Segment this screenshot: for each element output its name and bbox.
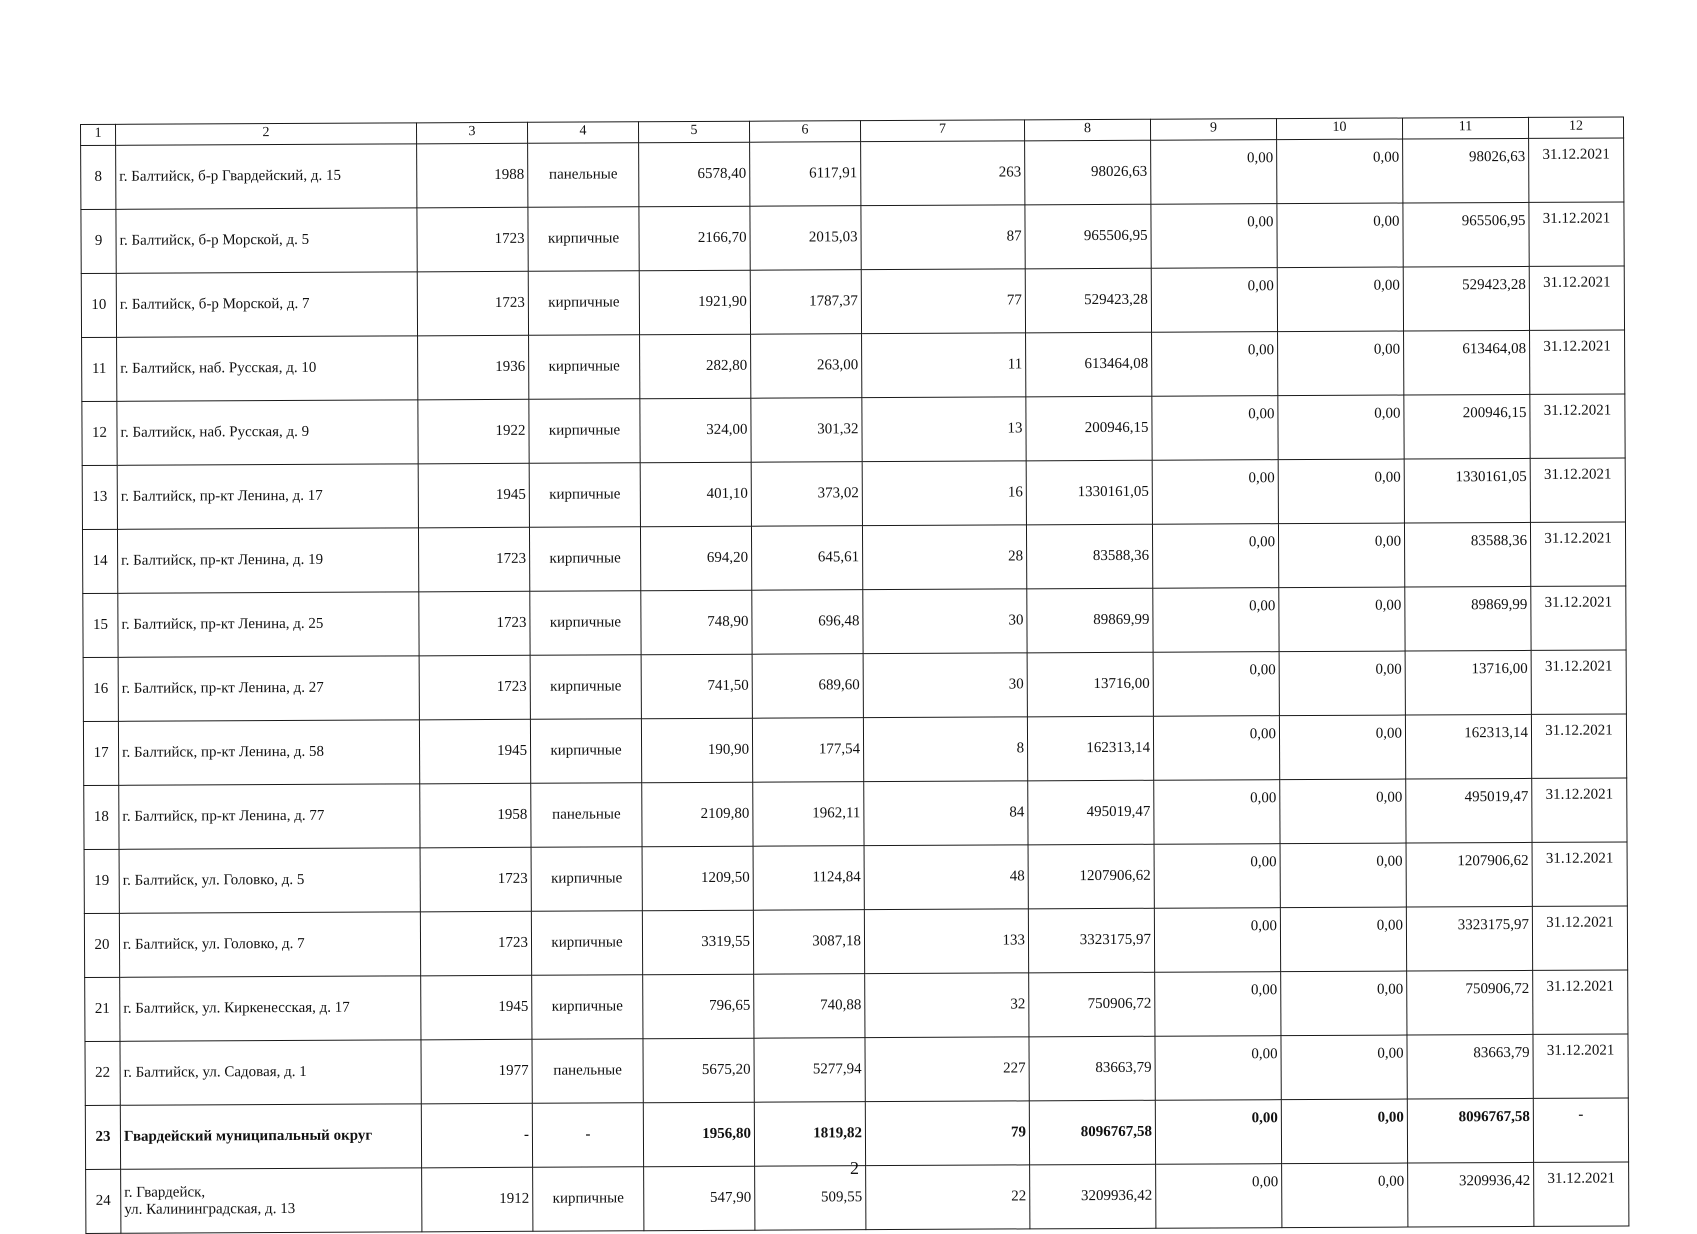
year-cell: 1922 — [418, 399, 529, 464]
col8-cell: 495019,47 — [1028, 780, 1154, 845]
row-number-cell: 12 — [82, 401, 117, 465]
date-cell: 31.12.2021 — [1529, 138, 1624, 202]
column-header: 3 — [416, 122, 527, 144]
col5-cell: 401,10 — [640, 462, 751, 527]
year-cell: 1977 — [421, 1039, 532, 1104]
col8-cell: 13716,00 — [1027, 652, 1153, 717]
col7-cell: 13 — [862, 397, 1026, 462]
col11-cell: 495019,47 — [1406, 778, 1532, 843]
address-cell: г. Балтийск, ул. Головко, д. 7 — [119, 912, 420, 977]
row-number-cell: 24 — [86, 1169, 121, 1233]
col6-cell: 373,02 — [751, 462, 862, 527]
col8-cell: 529423,28 — [1025, 268, 1151, 333]
col8-cell: 1330161,05 — [1026, 460, 1152, 525]
col11-cell: 750906,72 — [1407, 970, 1533, 1035]
date-cell: 31.12.2021 — [1533, 970, 1628, 1034]
table-row — [82, 394, 1625, 466]
address-cell: г. Балтийск, ул. Садовая, д. 1 — [120, 1040, 421, 1105]
col10-cell: 0,00 — [1281, 971, 1407, 1036]
col8-cell: 965506,95 — [1025, 204, 1151, 269]
col6-cell: 301,32 — [751, 398, 862, 463]
col9-cell: 0,00 — [1151, 140, 1277, 205]
col10-cell: 0,00 — [1279, 651, 1405, 716]
column-header: 10 — [1276, 118, 1402, 140]
col6-cell: 1962,11 — [753, 782, 864, 847]
column-header: 9 — [1150, 119, 1276, 141]
year-cell: 1723 — [418, 527, 529, 592]
col10-cell: 0,00 — [1277, 267, 1403, 332]
col11-cell: 13716,00 — [1405, 650, 1531, 715]
col6-cell: 740,88 — [754, 974, 865, 1039]
row-number-cell: 19 — [84, 849, 119, 913]
col6-cell: 509,55 — [755, 1166, 866, 1231]
col9-cell: 0,00 — [1152, 460, 1278, 525]
col9-cell: 0,00 — [1151, 268, 1277, 333]
col6-cell: 1819,82 — [754, 1102, 865, 1167]
wall-material-cell: панельные — [528, 143, 639, 208]
col8-cell: 83588,36 — [1026, 524, 1152, 589]
date-cell: 31.12.2021 — [1532, 842, 1627, 906]
col6-cell: 645,61 — [751, 526, 862, 591]
col9-cell: 0,00 — [1154, 780, 1280, 845]
col7-cell: 77 — [861, 269, 1025, 334]
wall-material-cell: кирпичные — [531, 911, 642, 976]
table-row — [84, 778, 1627, 850]
row-number-cell: 15 — [83, 593, 118, 657]
col11-cell: 3209936,42 — [1408, 1162, 1534, 1227]
col7-cell: 84 — [864, 781, 1028, 846]
col5-cell: 324,00 — [640, 398, 751, 463]
row-number-cell: 17 — [83, 721, 118, 785]
col7-cell: 32 — [865, 973, 1029, 1038]
row-number-cell: 9 — [81, 209, 116, 273]
col6-cell: 696,48 — [752, 590, 863, 655]
date-cell: 31.12.2021 — [1531, 586, 1626, 650]
col9-cell: 0,00 — [1155, 1100, 1281, 1165]
date-cell: - — [1533, 1098, 1628, 1162]
col10-cell: 0,00 — [1277, 139, 1403, 204]
col11-cell: 3323175,97 — [1406, 906, 1532, 971]
register-table — [80, 116, 1629, 1234]
col5-cell: 5675,20 — [643, 1038, 754, 1103]
col7-cell: 11 — [862, 333, 1026, 398]
col11-cell: 89869,99 — [1405, 586, 1531, 651]
wall-material-cell: кирпичные — [529, 399, 640, 464]
col10-cell: 0,00 — [1280, 843, 1406, 908]
col10-cell: 0,00 — [1281, 1035, 1407, 1100]
col11-cell: 1207906,62 — [1406, 842, 1532, 907]
year-cell: 1958 — [420, 783, 531, 848]
col11-cell: 613464,08 — [1404, 330, 1530, 395]
col6-cell: 177,54 — [752, 718, 863, 783]
col11-cell: 83588,36 — [1404, 522, 1530, 587]
col7-cell: 30 — [863, 653, 1027, 718]
col8-cell: 3209936,42 — [1030, 1164, 1156, 1229]
address-cell: Гвардейский муниципальный округ — [120, 1104, 421, 1169]
address-cell: г. Балтийск, наб. Русская, д. 10 — [117, 336, 418, 401]
col7-cell: 263 — [861, 141, 1025, 206]
wall-material-cell: кирпичные — [530, 719, 641, 784]
date-cell: 31.12.2021 — [1531, 714, 1626, 778]
date-cell: 31.12.2021 — [1532, 906, 1627, 970]
address-cell: г. Балтийск, б-р Гвардейский, д. 15 — [116, 144, 417, 209]
col6-cell: 3087,18 — [753, 910, 864, 975]
col9-cell: 0,00 — [1154, 844, 1280, 909]
table-row — [82, 330, 1625, 402]
col11-cell: 965506,95 — [1403, 202, 1529, 267]
address-cell: г. Балтийск, пр-кт Ленина, д. 77 — [119, 784, 420, 849]
col5-cell: 1956,80 — [643, 1102, 754, 1167]
column-header: 8 — [1024, 119, 1150, 141]
col5-cell: 3319,55 — [642, 910, 753, 975]
col8-cell: 3323175,97 — [1028, 908, 1154, 973]
col5-cell: 1921,90 — [639, 270, 750, 335]
col7-cell: 133 — [864, 909, 1028, 974]
table-row — [84, 906, 1627, 978]
wall-material-cell: кирпичные — [531, 847, 642, 912]
row-number-cell: 18 — [84, 785, 119, 849]
col11-cell: 162313,14 — [1405, 714, 1531, 779]
col8-cell: 613464,08 — [1026, 332, 1152, 397]
table-body — [81, 117, 1629, 1234]
date-cell: 31.12.2021 — [1533, 1034, 1628, 1098]
table-row — [85, 1034, 1628, 1106]
year-cell: 1723 — [419, 655, 530, 720]
wall-material-cell: кирпичные — [533, 1167, 644, 1232]
wall-material-cell: панельные — [532, 1039, 643, 1104]
wall-material-cell: кирпичные — [532, 975, 643, 1040]
wall-material-cell: панельные — [531, 783, 642, 848]
col7-cell: 28 — [862, 525, 1026, 590]
wall-material-cell: кирпичные — [528, 271, 639, 336]
col8-cell: 200946,15 — [1026, 396, 1152, 461]
row-number-cell: 21 — [85, 977, 120, 1041]
table-row — [82, 522, 1625, 594]
col8-cell: 1207906,62 — [1028, 844, 1154, 909]
col5-cell: 741,50 — [641, 654, 752, 719]
col6-cell: 5277,94 — [754, 1038, 865, 1103]
date-cell: 31.12.2021 — [1530, 394, 1625, 458]
col8-cell: 89869,99 — [1027, 588, 1153, 653]
col5-cell: 282,80 — [640, 334, 751, 399]
year-cell: 1723 — [420, 847, 531, 912]
column-header: 1 — [81, 124, 116, 145]
col9-cell: 0,00 — [1153, 588, 1279, 653]
address-cell: г. Балтийск, пр-кт Ленина, д. 27 — [118, 656, 419, 721]
row-number-cell: 8 — [81, 145, 116, 209]
col11-cell: 83663,79 — [1407, 1034, 1533, 1099]
col9-cell: 0,00 — [1155, 1036, 1281, 1101]
address-cell: г. Балтийск, б-р Морской, д. 5 — [116, 208, 417, 273]
col10-cell: 0,00 — [1280, 779, 1406, 844]
col10-cell: 0,00 — [1278, 331, 1404, 396]
col10-cell: 0,00 — [1281, 1099, 1407, 1164]
col7-cell: 48 — [864, 845, 1028, 910]
col9-cell: 0,00 — [1155, 972, 1281, 1037]
year-cell: 1723 — [417, 271, 528, 336]
date-cell: 31.12.2021 — [1530, 522, 1625, 586]
wall-material-cell: - — [532, 1103, 643, 1168]
col6-cell: 2015,03 — [750, 206, 861, 271]
col6-cell: 6117,91 — [750, 142, 861, 207]
year-cell: 1945 — [421, 975, 532, 1040]
col5-cell: 694,20 — [640, 526, 751, 591]
address-cell: г. Балтийск, ул. Головко, д. 5 — [119, 848, 420, 913]
col9-cell: 0,00 — [1152, 524, 1278, 589]
row-number-cell: 11 — [82, 337, 117, 401]
year-cell: 1723 — [419, 591, 530, 656]
year-cell: 1912 — [422, 1167, 533, 1232]
col10-cell: 0,00 — [1282, 1163, 1408, 1228]
page-number: 2 — [850, 1158, 859, 1178]
row-number-cell: 10 — [81, 273, 116, 337]
col9-cell: 0,00 — [1151, 204, 1277, 269]
year-cell: 1945 — [419, 719, 530, 784]
column-header: 12 — [1528, 117, 1623, 138]
table-row — [83, 650, 1626, 722]
row-number-cell: 13 — [82, 465, 117, 529]
address-cell: г. Гвардейск, ул. Калининградская, д. 13 — [121, 1168, 422, 1233]
row-number-cell: 23 — [85, 1105, 120, 1169]
col10-cell: 0,00 — [1280, 907, 1406, 972]
column-header: 7 — [860, 120, 1024, 142]
column-header: 4 — [527, 122, 638, 144]
col5-cell: 547,90 — [644, 1166, 755, 1231]
col7-cell: 16 — [862, 461, 1026, 526]
col7-cell: 22 — [866, 1165, 1030, 1230]
wall-material-cell: кирпичные — [528, 207, 639, 272]
col7-cell: 79 — [865, 1101, 1029, 1166]
col10-cell: 0,00 — [1278, 459, 1404, 524]
address-cell: г. Балтийск, пр-кт Ленина, д. 58 — [118, 720, 419, 785]
col8-cell: 8096767,58 — [1029, 1100, 1155, 1165]
address-cell: г. Балтийск, наб. Русская, д. 9 — [117, 400, 418, 465]
col8-cell: 162313,14 — [1027, 716, 1153, 781]
col6-cell: 689,60 — [752, 654, 863, 719]
col9-cell: 0,00 — [1153, 716, 1279, 781]
date-cell: 31.12.2021 — [1530, 330, 1625, 394]
table-row — [81, 202, 1624, 274]
col10-cell: 0,00 — [1279, 715, 1405, 780]
col6-cell: 1787,37 — [750, 270, 861, 335]
col10-cell: 0,00 — [1277, 203, 1403, 268]
col5-cell: 2166,70 — [639, 206, 750, 271]
address-cell: г. Балтийск, ул. Киркенесская, д. 17 — [120, 976, 421, 1041]
date-cell: 31.12.2021 — [1530, 458, 1625, 522]
date-cell: 31.12.2021 — [1534, 1162, 1629, 1226]
column-header: 2 — [116, 123, 417, 145]
col11-cell: 98026,63 — [1403, 138, 1529, 203]
date-cell: 31.12.2021 — [1532, 778, 1627, 842]
column-header: 6 — [749, 121, 860, 143]
row-number-cell: 22 — [85, 1041, 120, 1105]
col7-cell: 8 — [863, 717, 1027, 782]
col11-cell: 8096767,58 — [1407, 1098, 1533, 1163]
column-header: 5 — [638, 121, 749, 143]
year-cell: - — [421, 1103, 532, 1168]
col8-cell: 750906,72 — [1029, 972, 1155, 1037]
table-row — [81, 138, 1624, 210]
register-table-wrapper — [80, 116, 1628, 1234]
address-cell: г. Балтийск, б-р Морской, д. 7 — [116, 272, 417, 337]
col7-cell: 227 — [865, 1037, 1029, 1102]
col10-cell: 0,00 — [1278, 395, 1404, 460]
col9-cell: 0,00 — [1152, 332, 1278, 397]
col5-cell: 796,65 — [643, 974, 754, 1039]
table-row — [85, 970, 1628, 1042]
wall-material-cell: кирпичные — [529, 463, 640, 528]
col11-cell: 529423,28 — [1403, 266, 1529, 331]
col5-cell: 1209,50 — [642, 846, 753, 911]
col9-cell: 0,00 — [1156, 1164, 1282, 1229]
table-row — [83, 714, 1626, 786]
wall-material-cell: кирпичные — [529, 527, 640, 592]
date-cell: 31.12.2021 — [1531, 650, 1626, 714]
row-number-cell: 14 — [82, 529, 117, 593]
col7-cell: 87 — [861, 205, 1025, 270]
col5-cell: 190,90 — [641, 718, 752, 783]
address-cell: г. Балтийск, пр-кт Ленина, д. 19 — [117, 528, 418, 593]
col7-cell: 30 — [863, 589, 1027, 654]
year-cell: 1723 — [420, 911, 531, 976]
year-cell: 1723 — [417, 207, 528, 272]
date-cell: 31.12.2021 — [1529, 202, 1624, 266]
col9-cell: 0,00 — [1154, 908, 1280, 973]
table-row — [84, 842, 1627, 914]
row-number-cell: 16 — [83, 657, 118, 721]
year-cell: 1936 — [418, 335, 529, 400]
col10-cell: 0,00 — [1279, 587, 1405, 652]
col9-cell: 0,00 — [1153, 652, 1279, 717]
year-cell: 1945 — [418, 463, 529, 528]
col11-cell: 200946,15 — [1404, 394, 1530, 459]
col8-cell: 98026,63 — [1025, 140, 1151, 205]
row-number-cell: 20 — [84, 913, 119, 977]
address-cell: г. Балтийск, пр-кт Ленина, д. 17 — [117, 464, 418, 529]
wall-material-cell: кирпичные — [529, 335, 640, 400]
table-row — [83, 586, 1626, 658]
wall-material-cell: кирпичные — [530, 655, 641, 720]
address-cell: г. Балтийск, пр-кт Ленина, д. 25 — [118, 592, 419, 657]
table-row — [82, 458, 1625, 530]
col11-cell: 1330161,05 — [1404, 458, 1530, 523]
col6-cell: 263,00 — [751, 334, 862, 399]
col8-cell: 83663,79 — [1029, 1036, 1155, 1101]
col5-cell: 6578,40 — [639, 142, 750, 207]
col5-cell: 748,90 — [641, 590, 752, 655]
col6-cell: 1124,84 — [753, 846, 864, 911]
wall-material-cell: кирпичные — [530, 591, 641, 656]
col5-cell: 2109,80 — [642, 782, 753, 847]
col10-cell: 0,00 — [1278, 523, 1404, 588]
col9-cell: 0,00 — [1152, 396, 1278, 461]
table-row — [81, 266, 1624, 338]
column-header: 11 — [1402, 117, 1528, 139]
year-cell: 1988 — [417, 143, 528, 208]
date-cell: 31.12.2021 — [1529, 266, 1624, 330]
